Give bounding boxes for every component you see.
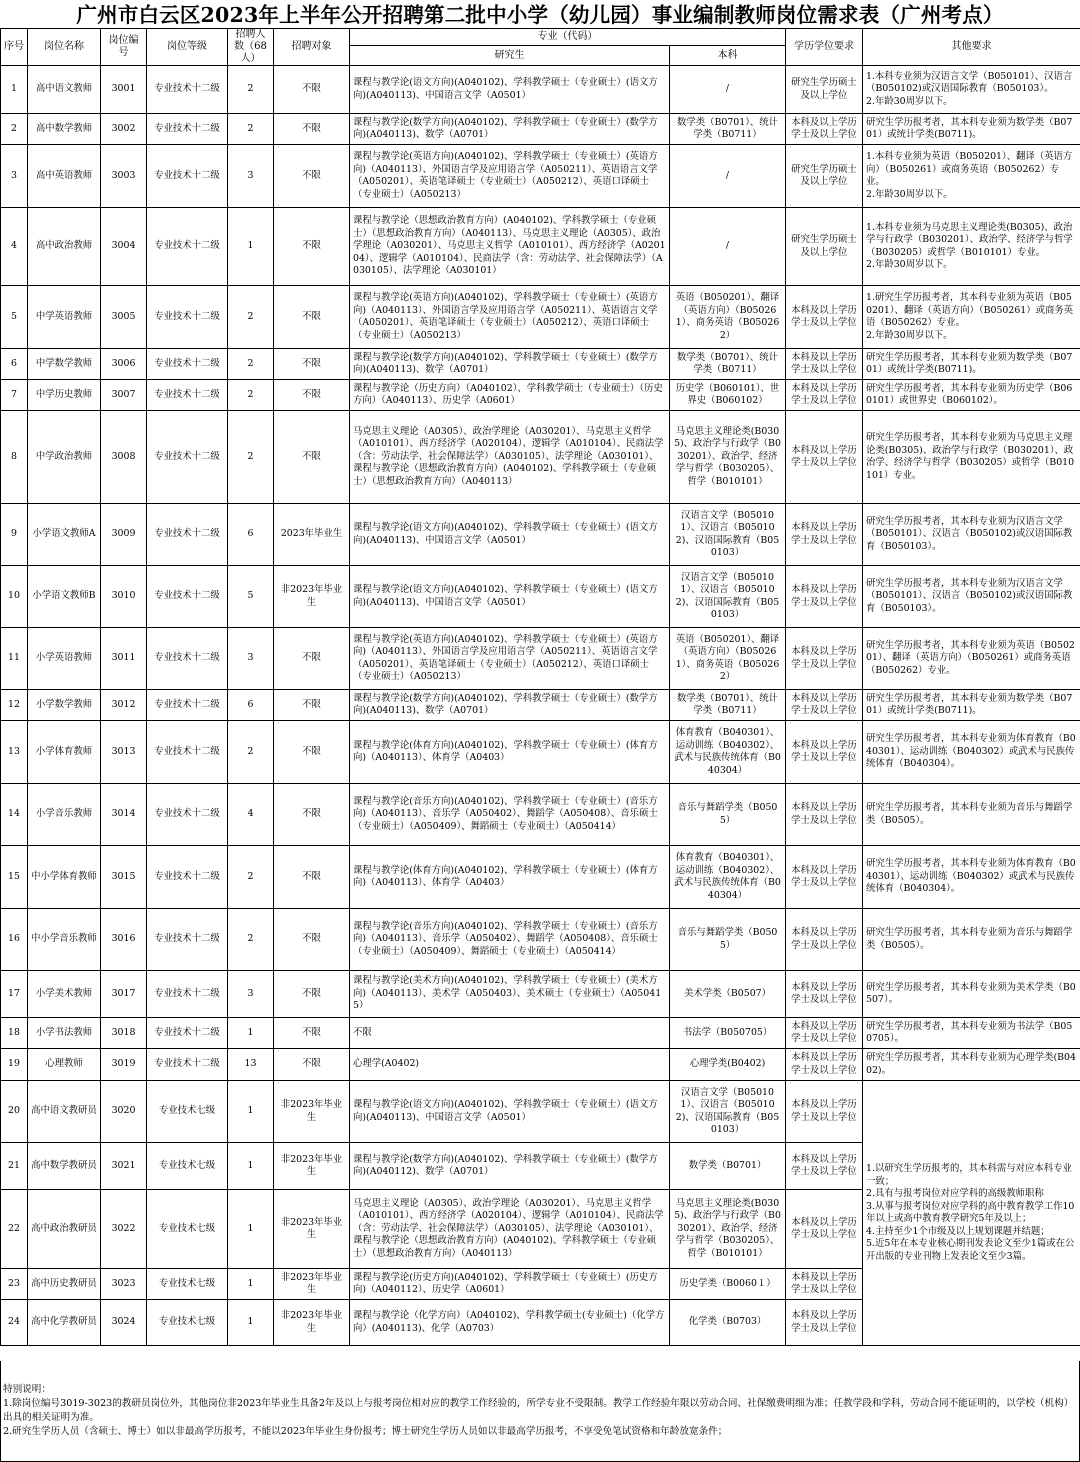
row-seq: 11	[1, 628, 28, 690]
row-graduate-major: 课程与教学论(英语方向)(A040102)、学科教学硕士（专业硕士）(英语方向)（A040113）、外国语言学及应用语言学（A050211）、英语语言文学（A050201）、英语笔译硕士（专业硕士）（A050212）、英语口译硕士（专业硕士）（A050213）	[350, 628, 670, 690]
row-other-requirements: 研究生学历报考者，其本科专业须为音乐与舞蹈学类（B0505）。	[863, 784, 1080, 846]
row-undergraduate-major: 心理学类(B0402)	[670, 1049, 786, 1081]
row-seq: 14	[1, 784, 28, 846]
row-post-code: 3005	[101, 286, 147, 349]
table-row	[1, 721, 1080, 784]
row-degree: 本科及以上学历学士及以上学位	[786, 721, 863, 784]
row-degree: 本科及以上学历学士及以上学位	[786, 286, 863, 349]
row-graduate-major: 课程与教学论(数学方向)(A040102)、学科教学硕士（专业硕士）(数学方向)(A040112)、数学（A0701）	[350, 1143, 670, 1190]
row-other-requirements: 研究生学历报考者，其本科专业须为数学类（B0701）或统计学类(B0711)。	[863, 114, 1080, 145]
row-count: 2	[228, 380, 274, 411]
row-seq: 15	[1, 846, 28, 909]
row-post-name: 小学体育教师	[28, 721, 101, 784]
recruitment-table	[0, 28, 1080, 1346]
row-undergraduate-major: 英语（B050201）、翻译（英语方向）（B050261）、商务英语（B050262）	[670, 628, 786, 690]
row-post-name: 高中历史教研员	[28, 1269, 101, 1300]
row-count: 3	[228, 145, 274, 208]
row-other-requirements: 研究生学历报考者，其本科专业须为数学类（B0701）或统计学类(B0711)。	[863, 690, 1080, 721]
table-row	[1, 784, 1080, 846]
row-graduate-major: 课程与教学论(语文方向)(A040102)、学科教学硕士（专业硕士）(语文方向)(A040113)、中国语言文学（A0501）	[350, 566, 670, 628]
row-other-requirements: 研究生学历报考者，其本科专业须为体育教育（B040301）、运动训练（B040302）或武术与民族传统体育（B040304）。	[863, 846, 1080, 909]
table-row	[1, 114, 1080, 145]
row-post-code: 3018	[101, 1018, 147, 1049]
row-graduate-major: 课程与教学论(数学方向)(A040102)、学科教学硕士（专业硕士）(数学方向)(A040113)、数学（A0701）	[350, 690, 670, 721]
row-degree: 本科及以上学历学士及以上学位	[786, 1081, 863, 1143]
row-post-code: 3003	[101, 145, 147, 208]
row-graduate-major: 课程与教学论(数学方向)(A040102)、学科教学硕士（专业硕士）(数学方向)(A040113)、数学（A0701）	[350, 114, 670, 145]
table-row	[1, 380, 1080, 411]
row-target: 非2023年毕业生	[274, 1269, 350, 1300]
notes-line-2: 2.研究生学历人员（含硕士、博士）如以非最高学历报考，不能以2023年毕业生身份报考；博士研究生学历人员如以非最高学历报考，不享受免笔试资格和年龄放宽条件；	[3, 1426, 728, 1437]
notes-title: 特别说明：	[3, 1384, 51, 1395]
table-row	[1, 349, 1080, 380]
row-post-name: 小学语文教师B	[28, 566, 101, 628]
row-target: 不限	[274, 628, 350, 690]
row-degree: 本科及以上学历学士及以上学位	[786, 1049, 863, 1081]
row-post-name: 中学数学教师	[28, 349, 101, 380]
row-undergraduate-major: 马克思主义理论类(B0305)、政治学与行政学（B030201）、政治学、经济学与哲学（B030205）、哲学（B010101）	[670, 411, 786, 504]
row-seq: 21	[1, 1143, 28, 1190]
row-post-name: 中小学音乐教师	[28, 909, 101, 971]
row-post-level: 专业技术十二级	[147, 66, 228, 114]
row-post-level: 专业技术十二级	[147, 784, 228, 846]
header-other: 其他要求	[863, 29, 1080, 66]
row-seq: 4	[1, 208, 28, 286]
row-graduate-major: 课程与教学论（化学方向）（A040102)、学科教学硕士(专业硕士)（化学方向）(A040113)、化学（A0703）	[350, 1300, 670, 1346]
row-undergraduate-major: 数学类（B0701）、统计学类（B0711）	[670, 114, 786, 145]
row-undergraduate-major: 美术学类（B0507）	[670, 971, 786, 1018]
table-row	[1, 846, 1080, 909]
row-count: 2	[228, 411, 274, 504]
row-target: 不限	[274, 380, 350, 411]
table-row	[1, 1081, 1080, 1143]
row-graduate-major: 课程与教学论（历史方向）（A040102）、学科教学硕士（专业硕士）（历史方向）（A040113）、历史学（A0601）	[350, 380, 670, 411]
row-seq: 10	[1, 566, 28, 628]
row-target: 不限	[274, 411, 350, 504]
row-count: 1	[228, 208, 274, 286]
row-post-code: 3012	[101, 690, 147, 721]
row-target: 不限	[274, 114, 350, 145]
row-graduate-major: 课程与教学论(音乐方向)(A040102)、学科教学硕士（专业硕士）(音乐方向)（A040113）、音乐学（A050402）、舞蹈学（A050408）、音乐硕士（专业硕士）（A050409）、舞蹈硕士（专业硕士）（A050414）	[350, 784, 670, 846]
row-undergraduate-major: 汉语言文学（B050101）、汉语言（B050102)、汉语国际教育（B050103）	[670, 1081, 786, 1143]
row-target: 非2023年毕业生	[274, 566, 350, 628]
row-post-code: 3019	[101, 1049, 147, 1081]
header-seq: 序号	[1, 29, 28, 66]
row-post-level: 专业技术十二级	[147, 566, 228, 628]
row-post-name: 高中英语教师	[28, 145, 101, 208]
row-post-level: 专业技术十二级	[147, 349, 228, 380]
header-target: 招聘对象	[274, 29, 350, 66]
row-post-code: 3007	[101, 380, 147, 411]
row-seq: 13	[1, 721, 28, 784]
row-other-requirements: 研究生学历报考者，其本科专业须为英语（B050201）、翻译（英语方向）（B050261）或商务英语（B050262）专业。	[863, 628, 1080, 690]
header-count: 招聘人数（68人）	[228, 29, 274, 66]
row-seq: 17	[1, 971, 28, 1018]
table-row	[1, 504, 1080, 566]
row-post-level: 专业技术七级	[147, 1300, 228, 1346]
row-post-name: 高中语文教研员	[28, 1081, 101, 1143]
row-post-code: 3013	[101, 721, 147, 784]
row-post-name: 高中政治教师	[28, 208, 101, 286]
row-target: 不限	[274, 690, 350, 721]
row-degree: 研究生学历硕士及以上学位	[786, 208, 863, 286]
row-post-code: 3002	[101, 114, 147, 145]
row-graduate-major: 课程与教学论(英语方向)(A040102)、学科教学硕士（专业硕士）(英语方向)（A040113）、外国语言学及应用语言学（A050211）、英语语言文学（A050201）、英语笔译硕士（专业硕士）（A050212）、英语口译硕士（专业硕士）（A050213）	[350, 145, 670, 208]
row-degree: 本科及以上学历学士及以上学位	[786, 349, 863, 380]
row-post-code: 3011	[101, 628, 147, 690]
row-undergraduate-major: 书法学（B050705）	[670, 1018, 786, 1049]
row-post-code: 3014	[101, 784, 147, 846]
row-seq: 5	[1, 286, 28, 349]
row-post-code: 3023	[101, 1269, 147, 1300]
row-post-code: 3024	[101, 1300, 147, 1346]
row-count: 2	[228, 721, 274, 784]
row-post-level: 专业技术十二级	[147, 145, 228, 208]
table-row	[1, 909, 1080, 971]
row-post-level: 专业技术十二级	[147, 690, 228, 721]
row-other-requirements: 研究生学历报考者，其本科专业须为马克思主义理论类(B0305)、政治学与行政学（B030201）、政治学、经济学与哲学（B030205）或哲学（B010101）专业。	[863, 411, 1080, 504]
row-post-code: 3008	[101, 411, 147, 504]
row-target: 非2023年毕业生	[274, 1143, 350, 1190]
row-post-level: 专业技术十二级	[147, 380, 228, 411]
row-undergraduate-major: 马克思主义理论类(B0305)、政治学与行政学（B030201）、政治学、经济学与哲学（B030205）、哲学（B010101）	[670, 1190, 786, 1269]
row-other-requirements: 研究生学历报考者，其本科专业须为书法学（B050705）。	[863, 1018, 1080, 1049]
row-seq: 24	[1, 1300, 28, 1346]
row-post-name: 中学英语教师	[28, 286, 101, 349]
table-row	[1, 208, 1080, 286]
row-target: 不限	[274, 909, 350, 971]
row-post-name: 小学音乐教师	[28, 784, 101, 846]
row-count: 6	[228, 690, 274, 721]
row-graduate-major: 课程与教学论(体育方向)(A040102)、学科教学硕士（专业硕士）(体育方向)（A040113）、体育学（A0403）	[350, 721, 670, 784]
row-target: 不限	[274, 971, 350, 1018]
row-other-requirements: 1.本科专业须为汉语言文学（B050101）、汉语言（B050102)或汉语国际教育（B050103）。 2.年龄30周岁以下。	[863, 66, 1080, 114]
header-post-code: 岗位编号	[101, 29, 147, 66]
table-row	[1, 690, 1080, 721]
row-other-requirements: 研究生学历报考者，其本科专业须为汉语言文学（B050101）、汉语言（B050102)或汉语国际教育（B050103）。	[863, 566, 1080, 628]
row-count: 1	[228, 1081, 274, 1143]
row-seq: 2	[1, 114, 28, 145]
row-post-name: 中小学体育教师	[28, 846, 101, 909]
row-other-requirements: 1.本科专业须为马克思主义理论类(B0305)、政治学与行政学（B030201）、政治学、经济学与哲学（B030205）或哲学（B010101）专业。 2.年龄30周岁以下。	[863, 208, 1080, 286]
row-post-level: 专业技术七级	[147, 1269, 228, 1300]
row-degree: 本科及以上学历学士及以上学位	[786, 1190, 863, 1269]
row-target: 不限	[274, 1018, 350, 1049]
row-degree: 本科及以上学历学士及以上学位	[786, 846, 863, 909]
row-degree: 本科及以上学历学士及以上学位	[786, 784, 863, 846]
row-other-requirements: 1.本科专业须为英语（B050201）、翻译（英语方向）（B050261）或商务英语（B050262）专业。 2.年龄30周岁以下。	[863, 145, 1080, 208]
row-undergraduate-major: 音乐与舞蹈学类（B0505）	[670, 909, 786, 971]
row-seq: 20	[1, 1081, 28, 1143]
row-graduate-major: 课程与教学论(数学方向)(A040102)、学科教学硕士（专业硕士）(数学方向)(A040113)、数学（A0701）	[350, 349, 670, 380]
row-target: 不限	[274, 145, 350, 208]
row-degree: 研究生学历硕士及以上学位	[786, 66, 863, 114]
row-graduate-major: 课程与教学论(语文方向)(A040102)、学科教学硕士（专业硕士）(语文方向)(A040113)、中国语言文学（A0501）	[350, 1081, 670, 1143]
row-target: 不限	[274, 349, 350, 380]
row-count: 2	[228, 66, 274, 114]
row-graduate-major: 课程与教学论(英语方向)(A040102)、学科教学硕士（专业硕士）(英语方向)（A040113）、外国语言学及应用语言学（A050211）、英语语言文学（A050201）、英语笔译硕士（专业硕士）（A050212）、英语口译硕士（专业硕士）（A050213）	[350, 286, 670, 349]
row-count: 1	[228, 1300, 274, 1346]
row-degree: 本科及以上学历学士及以上学位	[786, 504, 863, 566]
row-count: 2	[228, 114, 274, 145]
row-target: 2023年毕业生	[274, 504, 350, 566]
row-graduate-major: 课程与教学论(美术方向)(A040102)、学科教学硕士（专业硕士）(美术方向)（A040113）、美术学（A050403）、美术硕士（专业硕士）（A050415）	[350, 971, 670, 1018]
row-graduate-major: 心理学(A0402)	[350, 1049, 670, 1081]
row-graduate-major: 课程与教学论(音乐方向)(A040102)、学科教学硕士（专业硕士）(音乐方向)（A040113）、音乐学（A050402）、舞蹈学（A050408）、音乐硕士（专业硕士）（A050409）、舞蹈硕士（专业硕士）（A050414）	[350, 909, 670, 971]
row-seq: 9	[1, 504, 28, 566]
row-undergraduate-major: /	[670, 208, 786, 286]
row-post-name: 心理教师	[28, 1049, 101, 1081]
row-count: 2	[228, 286, 274, 349]
row-degree: 本科及以上学历学士及以上学位	[786, 1018, 863, 1049]
row-degree: 本科及以上学历学士及以上学位	[786, 1300, 863, 1346]
row-seq: 8	[1, 411, 28, 504]
row-seq: 22	[1, 1190, 28, 1269]
row-graduate-major: 课程与教学论(语文方向)(A040102)、学科教学硕士（专业硕士）(语文方向)(A040113)、中国语言文学（A0501）	[350, 66, 670, 114]
header-major: 专业（代码）	[350, 29, 786, 46]
row-other-requirements: 研究生学历报考者，其本科专业须为体育教育（B040301）、运动训练（B040302）或武术与民族传统体育（B040304）。	[863, 721, 1080, 784]
row-target: 不限	[274, 846, 350, 909]
row-degree: 研究生学历硕士及以上学位	[786, 145, 863, 208]
row-other-requirements: 1.研究生学历报考者，其本科专业须为英语（B050201）、翻译（英语方向）（B050261）或商务英语（B050262）专业。 2.年龄30周岁以下。	[863, 286, 1080, 349]
table-row	[1, 1049, 1080, 1081]
row-target: 不限	[274, 286, 350, 349]
row-target: 非2023年毕业生	[274, 1190, 350, 1269]
row-undergraduate-major: 化学类（B0703）	[670, 1300, 786, 1346]
row-graduate-major: 马克思主义理论（A0305）、政治学理论（A030201）、马克思主义哲学（A010101）、西方经济学（A020104）、逻辑学（A010104）、民商法学（含：劳动法学、社会保障法学）（A030105）、法学理论（A030101）、课程与教学论（思想政治教育方向）(A040102)、学科教学硕士（专业硕士）（思想政治教育方向）（A040113）	[350, 1190, 670, 1269]
row-degree: 本科及以上学历学士及以上学位	[786, 1143, 863, 1190]
row-post-level: 专业技术十二级	[147, 114, 228, 145]
row-undergraduate-major: 英语（B050201）、翻译（英语方向）（B050261）、商务英语（B050262）	[670, 286, 786, 349]
row-count: 1	[228, 1269, 274, 1300]
row-target: 不限	[274, 208, 350, 286]
row-undergraduate-major: 体育教育（B040301）、运动训练（B040302）、武术与民族传统体育（B040304）	[670, 721, 786, 784]
row-count: 2	[228, 909, 274, 971]
row-degree: 本科及以上学历学士及以上学位	[786, 971, 863, 1018]
header-row	[1, 29, 1080, 46]
row-target: 不限	[274, 66, 350, 114]
table-row	[1, 566, 1080, 628]
row-count: 13	[228, 1049, 274, 1081]
row-other-requirements: 研究生学历报考者，其本科专业须为汉语言文学（B050101）、汉语言（B050102)或汉语国际教育（B050103）。	[863, 504, 1080, 566]
row-degree: 本科及以上学历学士及以上学位	[786, 909, 863, 971]
notes-line-1: 1.除岗位编号3019-3023的教研员岗位外，其他岗位非2023年毕业生具备2年及以上与报考岗位相对应的教学工作经验的，所学专业不受限制。教学工作经验年限以劳动合同、社保缴费明细为准；任教学段和学科，劳动合同不能证明的，以学校（机构）出具的相关证明为准。	[3, 1398, 1074, 1423]
table-row	[1, 971, 1080, 1018]
header-undergraduate: 本科	[670, 46, 786, 66]
row-post-level: 专业技术十二级	[147, 721, 228, 784]
row-undergraduate-major: 数学类（B0701）	[670, 1143, 786, 1190]
row-count: 1	[228, 1190, 274, 1269]
row-graduate-major: 不限	[350, 1018, 670, 1049]
row-seq: 16	[1, 909, 28, 971]
row-seq: 18	[1, 1018, 28, 1049]
row-post-name: 高中化学教研员	[28, 1300, 101, 1346]
row-post-code: 3001	[101, 66, 147, 114]
row-post-name: 小学语文教师A	[28, 504, 101, 566]
row-other-requirements: 研究生学历报考者，其本科专业须为历史学（B060101）或世界史（B060102）。	[863, 380, 1080, 411]
row-count: 1	[228, 1143, 274, 1190]
row-post-code: 3017	[101, 971, 147, 1018]
row-post-level: 专业技术十二级	[147, 1018, 228, 1049]
header-degree: 学历学位要求	[786, 29, 863, 66]
row-degree: 本科及以上学历学士及以上学位	[786, 411, 863, 504]
row-graduate-major: 课程与教学论(语文方向)(A040102)、学科教学硕士（专业硕士）(语文方向)(A040113)、中国语言文学（A0501）	[350, 504, 670, 566]
table-row	[1, 66, 1080, 114]
row-degree: 本科及以上学历学士及以上学位	[786, 380, 863, 411]
row-undergraduate-major: /	[670, 66, 786, 114]
row-post-name: 高中政治教研员	[28, 1190, 101, 1269]
row-graduate-major: 课程与教学论（思想政治教育方向）(A040102)、学科教学硕士（专业硕士）（思想政治教育方向）（A040113）、马克思主义理论（A0305）、政治学理论（A030201）、马克思主义哲学（A010101）、西方经济学（A020104）、逻辑学（A010104）、民商法学（含：劳动法学、社会保障法学）（A030105）、法学理论（A030101）	[350, 208, 670, 286]
row-count: 2	[228, 349, 274, 380]
row-other-requirements: 研究生学历报考者，其本科专业须为数学类（B0701）或统计学类(B0711)。	[863, 349, 1080, 380]
row-post-level: 专业技术十二级	[147, 628, 228, 690]
row-count: 6	[228, 504, 274, 566]
row-degree: 本科及以上学历学士及以上学位	[786, 628, 863, 690]
row-post-name: 小学数学教师	[28, 690, 101, 721]
row-post-code: 3009	[101, 504, 147, 566]
row-post-name: 中学历史教师	[28, 380, 101, 411]
page-title: 广州市白云区2023年上半年公开招聘第二批中小学（幼儿园）事业编制教师岗位需求表（广州考点）	[76, 3, 1004, 27]
row-post-code: 3010	[101, 566, 147, 628]
table-row	[1, 411, 1080, 504]
row-post-name: 高中数学教师	[28, 114, 101, 145]
row-post-level: 专业技术七级	[147, 1143, 228, 1190]
row-post-level: 专业技术七级	[147, 1081, 228, 1143]
row-count: 5	[228, 566, 274, 628]
row-seq: 3	[1, 145, 28, 208]
row-undergraduate-major: 历史学类（B0060１）	[670, 1269, 786, 1300]
row-post-level: 专业技术七级	[147, 1190, 228, 1269]
row-post-level: 专业技术十二级	[147, 411, 228, 504]
header-graduate: 研究生	[350, 46, 670, 66]
header-post-level: 岗位等级	[147, 29, 228, 66]
row-post-code: 3006	[101, 349, 147, 380]
row-post-name: 小学英语教师	[28, 628, 101, 690]
row-count: 3	[228, 971, 274, 1018]
row-target: 不限	[274, 784, 350, 846]
row-undergraduate-major: 汉语言文学（B050101）、汉语言（B050102)、汉语国际教育（B050103）	[670, 504, 786, 566]
row-other-requirements: 研究生学历报考者，其本科专业须为美术学类（B0507）。	[863, 971, 1080, 1018]
row-degree: 本科及以上学历学士及以上学位	[786, 690, 863, 721]
row-count: 4	[228, 784, 274, 846]
row-count: 3	[228, 628, 274, 690]
row-post-code: 3004	[101, 208, 147, 286]
row-undergraduate-major: 音乐与舞蹈学类（B0505）	[670, 784, 786, 846]
header-post-name: 岗位名称	[28, 29, 101, 66]
row-post-level: 专业技术十二级	[147, 286, 228, 349]
row-post-name: 小学美术教师	[28, 971, 101, 1018]
row-undergraduate-major: 历史学（B060101）、世界史（B060102）	[670, 380, 786, 411]
row-post-code: 3020	[101, 1081, 147, 1143]
row-post-code: 3015	[101, 846, 147, 909]
row-graduate-major: 课程与教学论(历史方向)(A040102)、学科教学硕士（专业硕士）(历史方向)（A040112）、历史学（A0601）	[350, 1269, 670, 1300]
row-post-level: 专业技术十二级	[147, 971, 228, 1018]
row-post-name: 高中语文教师	[28, 66, 101, 114]
row-post-level: 专业技术十二级	[147, 208, 228, 286]
row-undergraduate-major: 体育教育（B040301）、运动训练（B040302）、武术与民族传统体育（B040304）	[670, 846, 786, 909]
row-post-code: 3021	[101, 1143, 147, 1190]
table-row	[1, 628, 1080, 690]
row-seq: 7	[1, 380, 28, 411]
row-post-level: 专业技术十二级	[147, 504, 228, 566]
table-body	[1, 66, 1080, 1346]
row-seq: 12	[1, 690, 28, 721]
row-degree: 本科及以上学历学士及以上学位	[786, 1269, 863, 1300]
table-row	[1, 145, 1080, 208]
row-post-name: 高中数学教研员	[28, 1143, 101, 1190]
row-undergraduate-major: 数学类（B0701）、统计学类（B0711）	[670, 349, 786, 380]
row-count: 1	[228, 1018, 274, 1049]
row-target: 非2023年毕业生	[274, 1081, 350, 1143]
row-post-level: 专业技术十二级	[147, 909, 228, 971]
row-graduate-major: 课程与教学论(体育方向)(A040102)、学科教学硕士（专业硕士）(体育方向)（A040113）、体育学（A0403）	[350, 846, 670, 909]
row-seq: 6	[1, 349, 28, 380]
row-other-requirements: 研究生学历报考者，其本科专业须为音乐与舞蹈学类（B0505）。	[863, 909, 1080, 971]
row-degree: 本科及以上学历学士及以上学位	[786, 566, 863, 628]
row-degree: 本科及以上学历学士及以上学位	[786, 114, 863, 145]
special-notes	[0, 1361, 1080, 1462]
row-post-code: 3016	[101, 909, 147, 971]
row-graduate-major: 马克思主义理论（A0305）、政治学理论（A030201）、马克思主义哲学（A010101）、西方经济学（A020104）、逻辑学（A010104）、民商法学（含：劳动法学、社会保障法学）（A030105）、法学理论（A030101）、课程与教学论（思想政治教育方向）(A040102)、学科教学硕士（专业硕士）（思想政治教育方向）（A040113）	[350, 411, 670, 504]
row-count: 2	[228, 846, 274, 909]
row-undergraduate-major: /	[670, 145, 786, 208]
row-seq: 23	[1, 1269, 28, 1300]
shared-other-requirements: 1.以研究生学历报考的，其本科需与对应本科专业一致； 2.具有与报考岗位对应学科的高级教师职称 3.从事与报考岗位对应学科的高中教育教学工作10年以上或高中教育教学研究5年及以上； 4.主持至少1个市级及以上规划课题并结题； 5.近5年在本专业核心期刊发表论文至少1篇或在公开出版的专业刊物上发表论文至少3篇。	[863, 1081, 1080, 1346]
row-post-name: 中学政治教师	[28, 411, 101, 504]
row-target: 不限	[274, 721, 350, 784]
row-post-level: 专业技术十二级	[147, 846, 228, 909]
row-seq: 1	[1, 66, 28, 114]
table-row	[1, 1018, 1080, 1049]
row-undergraduate-major: 数学类（B0701）、统计学类（B0711）	[670, 690, 786, 721]
row-seq: 19	[1, 1049, 28, 1081]
row-target: 不限	[274, 1049, 350, 1081]
row-other-requirements: 研究生学历报考者，其本科专业须为心理学类(B0402)。	[863, 1049, 1080, 1081]
row-post-name: 小学书法教师	[28, 1018, 101, 1049]
row-post-code: 3022	[101, 1190, 147, 1269]
row-undergraduate-major: 汉语言文学（B050101）、汉语言（B050102)、汉语国际教育（B050103）	[670, 566, 786, 628]
table-row	[1, 286, 1080, 349]
row-target: 非2023年毕业生	[274, 1300, 350, 1346]
row-post-level: 专业技术十二级	[147, 1049, 228, 1081]
